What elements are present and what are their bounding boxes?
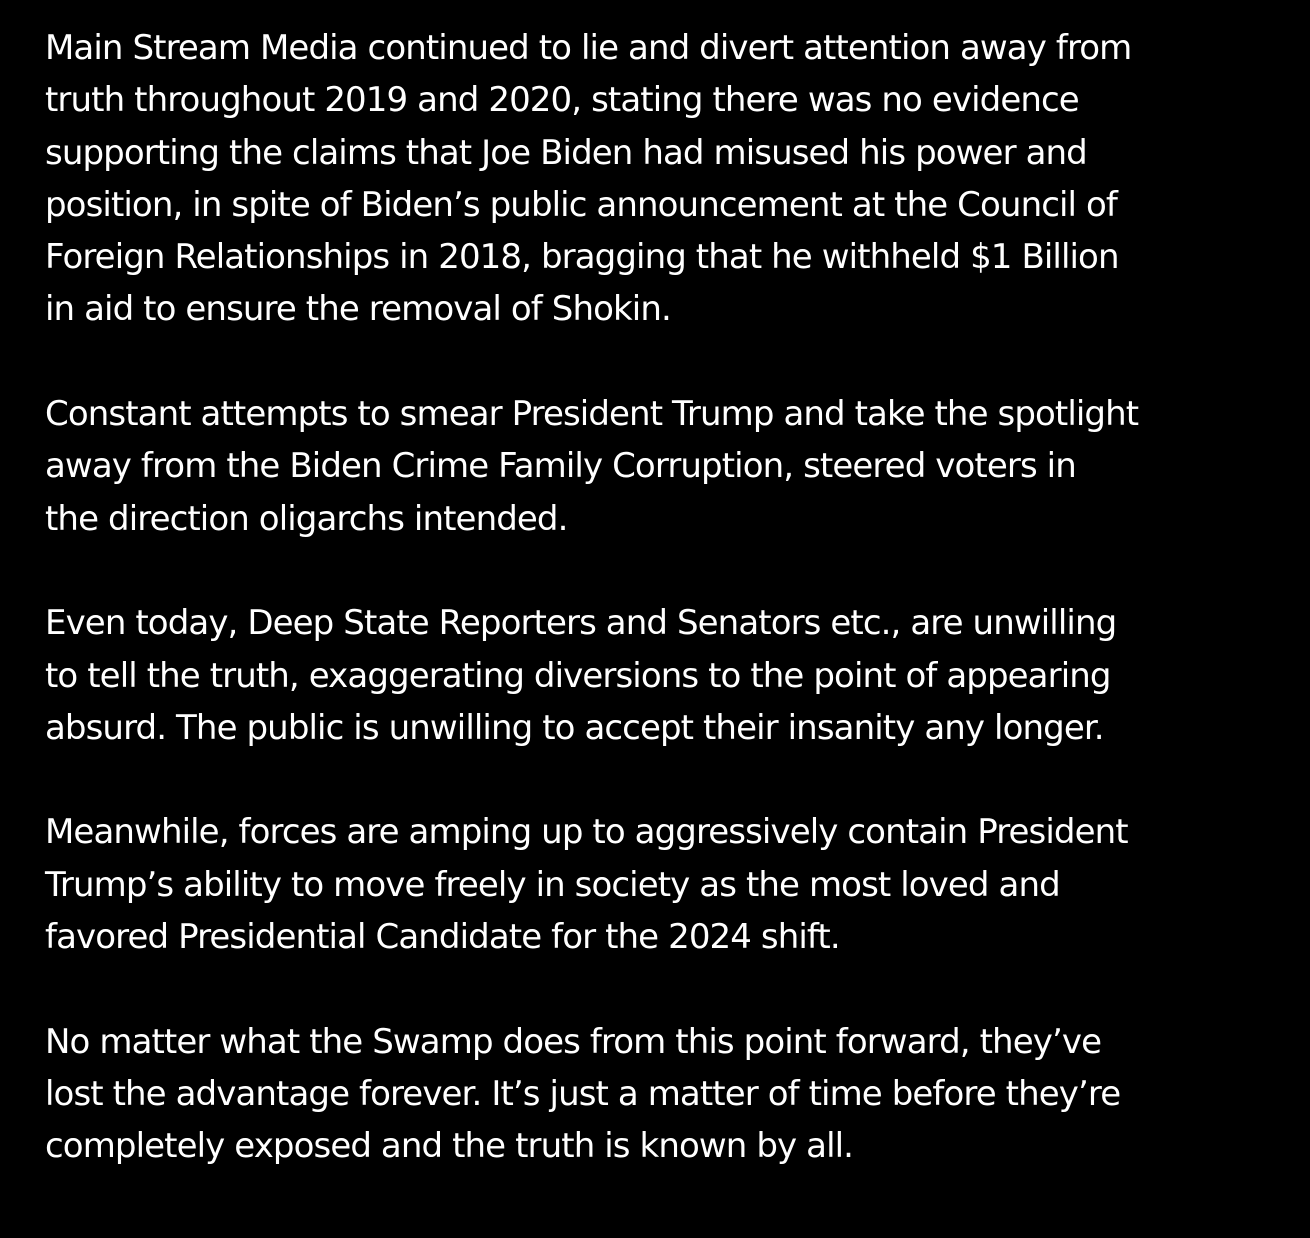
- paragraph-smear-attempts: Constant attempts to smear President Trump and take the spotlight away from the Biden Crime Family Corruption, steered voters in the direction oligarchs intended.: [45, 394, 1139, 539]
- paragraph-swamp-conclusion: No matter what the Swamp does from this point forward, they’ve lost the advantage forever. It’s just a matter of time before they’re completely exposed and the truth is known by all.: [45, 1021, 1121, 1167]
- paragraph-main-stream-media: Main Stream Media continued to lie and divert attention away from truth throughout 2019 and 2020, stating there was no evidence supporting the claims that Joe Biden had misused his power and position, in spite of Biden’s public announcement at the Council of Foreign Relationships in 2018, bragging that he withheld $1 Billion in aid to ensure the removal of Shokin.: [45, 28, 1132, 330]
- paragraph-forces-amping-up: Meanwhile, forces are amping up to aggressively contain President Trump’s ability to move freely in society as the most loved and favored Presidential Candidate for the 2024 shift.: [45, 812, 1128, 958]
- text-body: [45, 22, 1280, 1173]
- paragraph-deep-state-reporters: Even today, Deep State Reporters and Senators etc., are unwilling to tell the truth, exaggerating diversions to the point of appearing absurd. The public is unwilling to accept their insanity any longer.: [45, 603, 1117, 748]
